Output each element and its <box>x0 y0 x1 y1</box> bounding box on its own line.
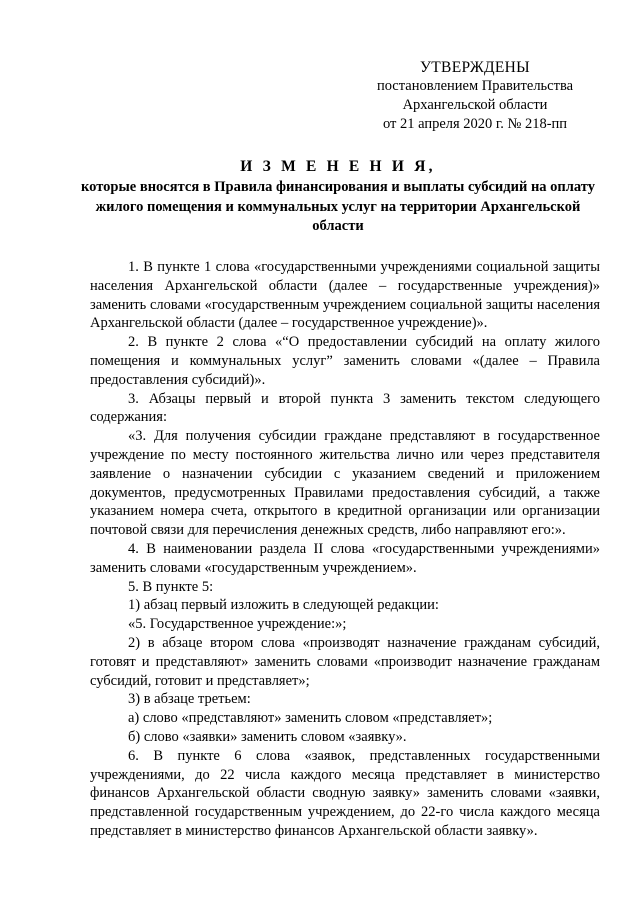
approval-line-1: постановлением Правительства <box>376 78 574 94</box>
paragraph-4: 4. В наименовании раздела II слова «государственными учреждениями» заменить словами «государственным учреждением». <box>90 540 600 576</box>
paragraph-3: 3. Абзацы первый и второй пункта 3 заменить текстом следующего содержания: <box>90 390 600 426</box>
paragraph-5-1-quote: «5. Государственное учреждение:»; <box>128 616 347 633</box>
approval-heading: УТВЕРЖДЕНЫ <box>420 59 530 76</box>
paragraph-5: 5. В пункте 5: <box>128 578 214 595</box>
title-subtitle: которые вносятся в Правила финансирования и выплаты субсидий на оплату жилого помещения и коммунальных услуг на территории Архангельской области <box>81 179 595 234</box>
paragraph-5-3-b: б) слово «заявки» заменить словом «заявку». <box>128 728 407 745</box>
paragraph-6: 6. В пункте 6 слова «заявок, представленных государственными учреждениями, до 22 числа каждого месяца представляет в министерство финансов Архангельской области сводную заявку» заменить словами «заявки, представленной государственным учреждением, до 22-го числа каждого месяца представляет в министерство финансов Архангельской области заявку». <box>90 747 600 839</box>
document-title <box>80 156 596 237</box>
title-main: И З М Е Н Е Н И Я, <box>240 158 436 175</box>
paragraph-1: 1. В пункте 1 слова «государственными учреждениями социальной защиты населения Архангельской области (далее – государственные учреждения)» заменить словами «государственным учреждением социальной защиты населения Архангельской области (далее – государственное учреждение)». <box>90 259 600 332</box>
document-body <box>90 258 600 841</box>
approval-line-2: Архангельской области <box>402 97 548 113</box>
approval-stamp <box>360 58 590 134</box>
paragraph-5-2: 2) в абзаце втором слова «производят назначение гражданам субсидий, готовят и представляют» заменить словами «производит назначение гражданам субсидий, готовит и представляет»; <box>90 634 600 689</box>
paragraph-2: 2. В пункте 2 слова «“О предоставлении субсидий на оплату жилого помещения и коммунальных услуг” заменить словами «(далее – Правила предоставления субсидий)». <box>90 334 600 388</box>
paragraph-3-quote: «3. Для получения субсидии граждане представляют в государственное учреждение по месту постоянного жительства лично или через представителя заявление о назначении субсидии с указанием сведений и приложением документов, предусмотренных Правилами предоставления субсидий, а также указанием номера счета, открытого в кредитной организации или организации почтовой связи для перечисления денежных средств, либо направляют его:». <box>90 428 600 539</box>
paragraph-5-3-a: а) слово «представляют» заменить словом «представляет»; <box>128 710 493 727</box>
approval-line-3: от 21 апреля 2020 г. № 218-пп <box>382 116 568 132</box>
paragraph-5-3: 3) в абзаце третьем: <box>128 691 251 708</box>
paragraph-5-1: 1) абзац первый изложить в следующей редакции: <box>128 597 439 614</box>
